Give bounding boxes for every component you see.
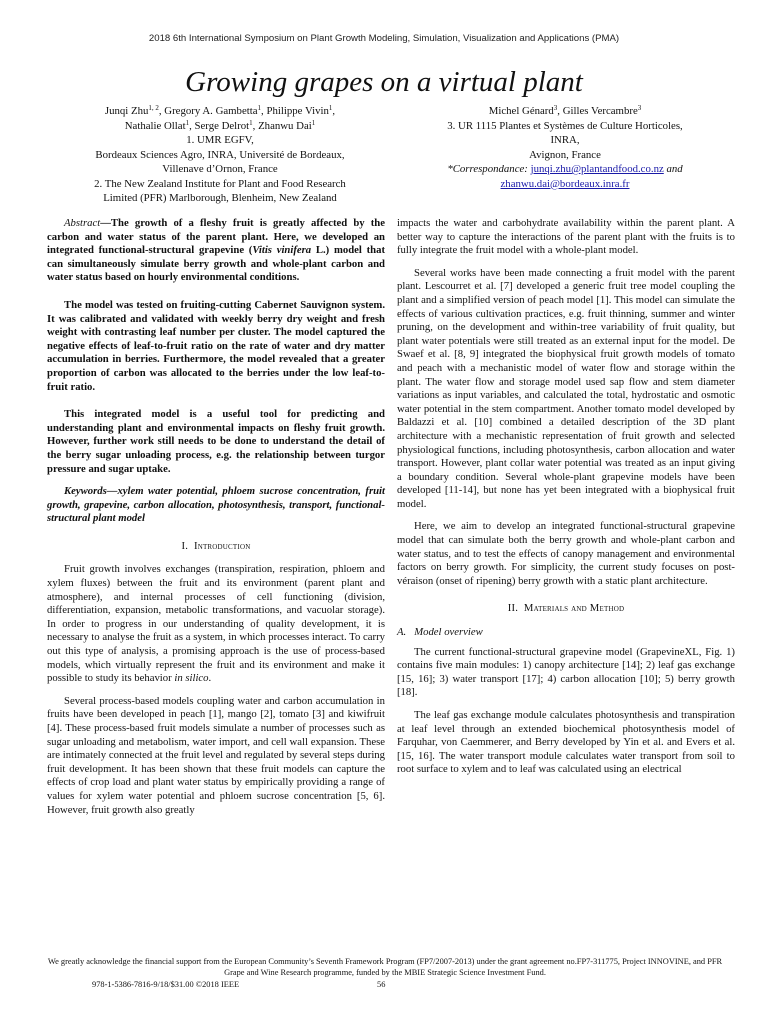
author-block-left	[40, 104, 400, 206]
paper-title: Growing grapes on a virtual plant	[185, 66, 583, 98]
abstract-paragraph: Abstract—The growth of a fleshy fruit is greatly affected by the carbon and water status of the parent plant. Here, we developed an integrated functional-structural grapevine (Vitis vinifera L.) model that can simultaneously simulate berry growth and whole-plant carbon and water status based on hourly environmental conditions.	[47, 217, 385, 284]
left-column	[47, 217, 385, 826]
author-line: Nathalie Ollat$^1$, Serge Delrot$^1$, Zhanwu Dai$^1$	[124, 118, 316, 132]
affiliation-line: Bordeaux Sciences Agro, INRA, Université de Bordeaux,	[95, 148, 345, 161]
right-column	[397, 217, 735, 786]
correspondence-line: *Correspondance: junqi.zhu@plantandfood.co.nz and	[447, 163, 683, 175]
email-link[interactable]: junqi.zhu@plantandfood.co.nz	[530, 163, 664, 175]
body-paragraph: The current functional-structural grapevine model (GrapevineXL, Fig. 1) contains five main modules: 1) canopy architecture [14]; 2) leaf gas exchange [15, 16]; 3) water transport [17]; 4) carbon allocation [10]; 5) berry growth [18].	[397, 645, 735, 699]
body-paragraph: Here, we aim to develop an integrated functional-structural grapevine model that can simulate both the berry growth and whole-plant carbon and water status, and to test the effects of canopy management and environmental factors on berry growth. For simplicity, the current study focuses on post-véraison (onset of ripening) berry growth with a static plant architecture.	[397, 520, 735, 587]
body-paragraph: Several works have been made connecting a fruit model with the parent plant. Lescourret et al. [7] developed a generic fruit tree model coupling the plant and a simplified version of peach model [1]. This model can simulate the effects of various cultivation practices, e.g. fruit thinning, summer and winter pruning, on the development and within-tree variability of fruit quality, but plant water potentials were still treated as an external input for the model. De Swaef et al. [8, 9] integrated the biophysical fruit growth models of tomato and peach with a mechanistic model of water flow and storage within the plant. The water flow and storage model used sap flow and stem diameter variations as input variables, and calculated the total, hydrostatic and osmotic water potential in the stem compartment. Another tomato model developed by Baldazzi et al. [10] combined a detailed description of the 3D plant architecture with a mechanistic representation of fruit growth and selected physiological functions, including photosynthesis, carbon allocation and water transport. However, plant collar water potential was treated as an input giving a boundary condition. Several whole-plant grapevine models have been developed [11-14], but none has yet been integrated with a biophysical fruit model.	[397, 266, 735, 510]
body-paragraph: impacts the water and carbohydrate availability within the parent plant. A better way to capture the interactions of the parent plant with the fruits is to fully integrate the fruit model with a whole-plant model.	[397, 217, 735, 257]
section-heading: I. Introduction	[181, 539, 251, 552]
acknowledgement-footnote: We greatly acknowledge the financial support from the European Community’s Seventh Framework Program (FP7/2007-2013) under the grant agreement no.FP7-311775, Project INNOVINE, and PFR Grape and Wine Research programme, funded by the MBIE Strategic Science Investment Fund.	[47, 957, 723, 977]
affiliation-line: Villenave d’Ornon, France	[162, 163, 278, 175]
affiliation-line: Limited (PFR) Marlborough, Blenheim, New Zealand	[103, 192, 337, 204]
conference-header: 2018 6th International Symposium on Plant Growth Modeling, Simulation, Visualization and Applications (PMA)	[148, 33, 620, 44]
abstract-paragraph: This integrated model is a useful tool for predicting and understanding plant and environmental impacts on fleshy fruit growth. However, further work still needs to be done to understand the detail of the berry sugar unloading process, e.g. the relationship between turgor pressure and sugar uptake.	[47, 408, 385, 475]
body-paragraph: Fruit growth involves exchanges (transpiration, respiration, phloem and xylem fluxes) between the fruit and its environment (parent plant and atmosphere), and internal processes of cell functioning (division, differentiation, expansion, metabolic transformations, and vacuolar storage). In order to progress in our understanding of quality development, it is necessary to analyse the fruit as a system, in which processes interact. To carry out this type of analysis, a promising approach is the use of process-based models, which virtually represent the fruit and its environment and make it possible to study its behavior in silico.	[47, 563, 385, 685]
page-number: 56	[377, 980, 386, 989]
affiliation-line: 2. The New Zealand Institute for Plant and Food Research	[94, 177, 346, 190]
author-line: Michel Génard$^3$, Gilles Vercambre$^3$	[488, 104, 642, 117]
email-link[interactable]: zhanwu.dai@bordeaux.inra.fr	[500, 177, 630, 190]
correspondence-line	[400, 177, 730, 192]
subsection-heading: A. Model overview	[397, 626, 483, 639]
author-block-right	[400, 104, 730, 191]
isbn-line: 978-1-5386-7816-9/18/$31.00 ©2018 IEEE	[92, 980, 240, 989]
section-heading: II. Materials and Method	[507, 602, 625, 615]
body-paragraph: The leaf gas exchange module calculates photosynthesis and transpiration at leaf level through an extended biochemical photosynthesis model of Farquhar, von Caemmerer, and Berry developed by Yin et al. and Evers et al. [15, 16]. The water transport module calculates water transport from soil to root surface to xylem and to leaf was calculated using an electrical	[397, 709, 735, 776]
affiliation-line: 3. UR 1115 Plantes et Systèmes de Culture Horticoles,	[447, 119, 683, 132]
body-paragraph: Several process-based models coupling water and carbon accumulation in fruits have been developed in peach [1], mango [2], tomato [3] and kiwifruit [4]. These process-based fruit models simulate a number of processes such as sugar unloading and metabolism, water import, and cell wall expansion. These are intimately connected at the fruit level and regulated by several steps during fruit development. It has been shown that these fruit models can capture the effects of crop load and plant water status by empirically providing a range of values for xylem water potential and phloem sucrose concentration [5, 6]. However, fruit growth also greatly	[47, 694, 385, 816]
author-line: Junqi Zhu$^{1, 2}$, Gregory A. Gambetta$^1$, Philippe Vivin$^1$,	[104, 104, 336, 117]
affiliation-line: 1. UMR EGFV,	[186, 134, 254, 146]
abstract-paragraph: The model was tested on fruiting-cutting Cabernet Sauvignon system. It was calibrated and validated with weekly berry dry weight and fresh weight with contrasting leaf number per cluster. The model captured the negative effects of leaf-to-fruit ratio on the rate of water and dry matter accumulation in berries. Furthermore, the model revealed that a greater proportion of carbon was allocated to the berries under the low leaf-to-fruit ratio.	[47, 298, 385, 393]
keywords: Keywords—xylem water potential, phloem sucrose concentration, fruit growth, grapevine, carbon allocation, photosynthesis, transport, functional-structural plant model	[47, 485, 385, 525]
affiliation-line: INRA,	[550, 134, 580, 146]
affiliation-line: Avignon, France	[529, 148, 601, 161]
